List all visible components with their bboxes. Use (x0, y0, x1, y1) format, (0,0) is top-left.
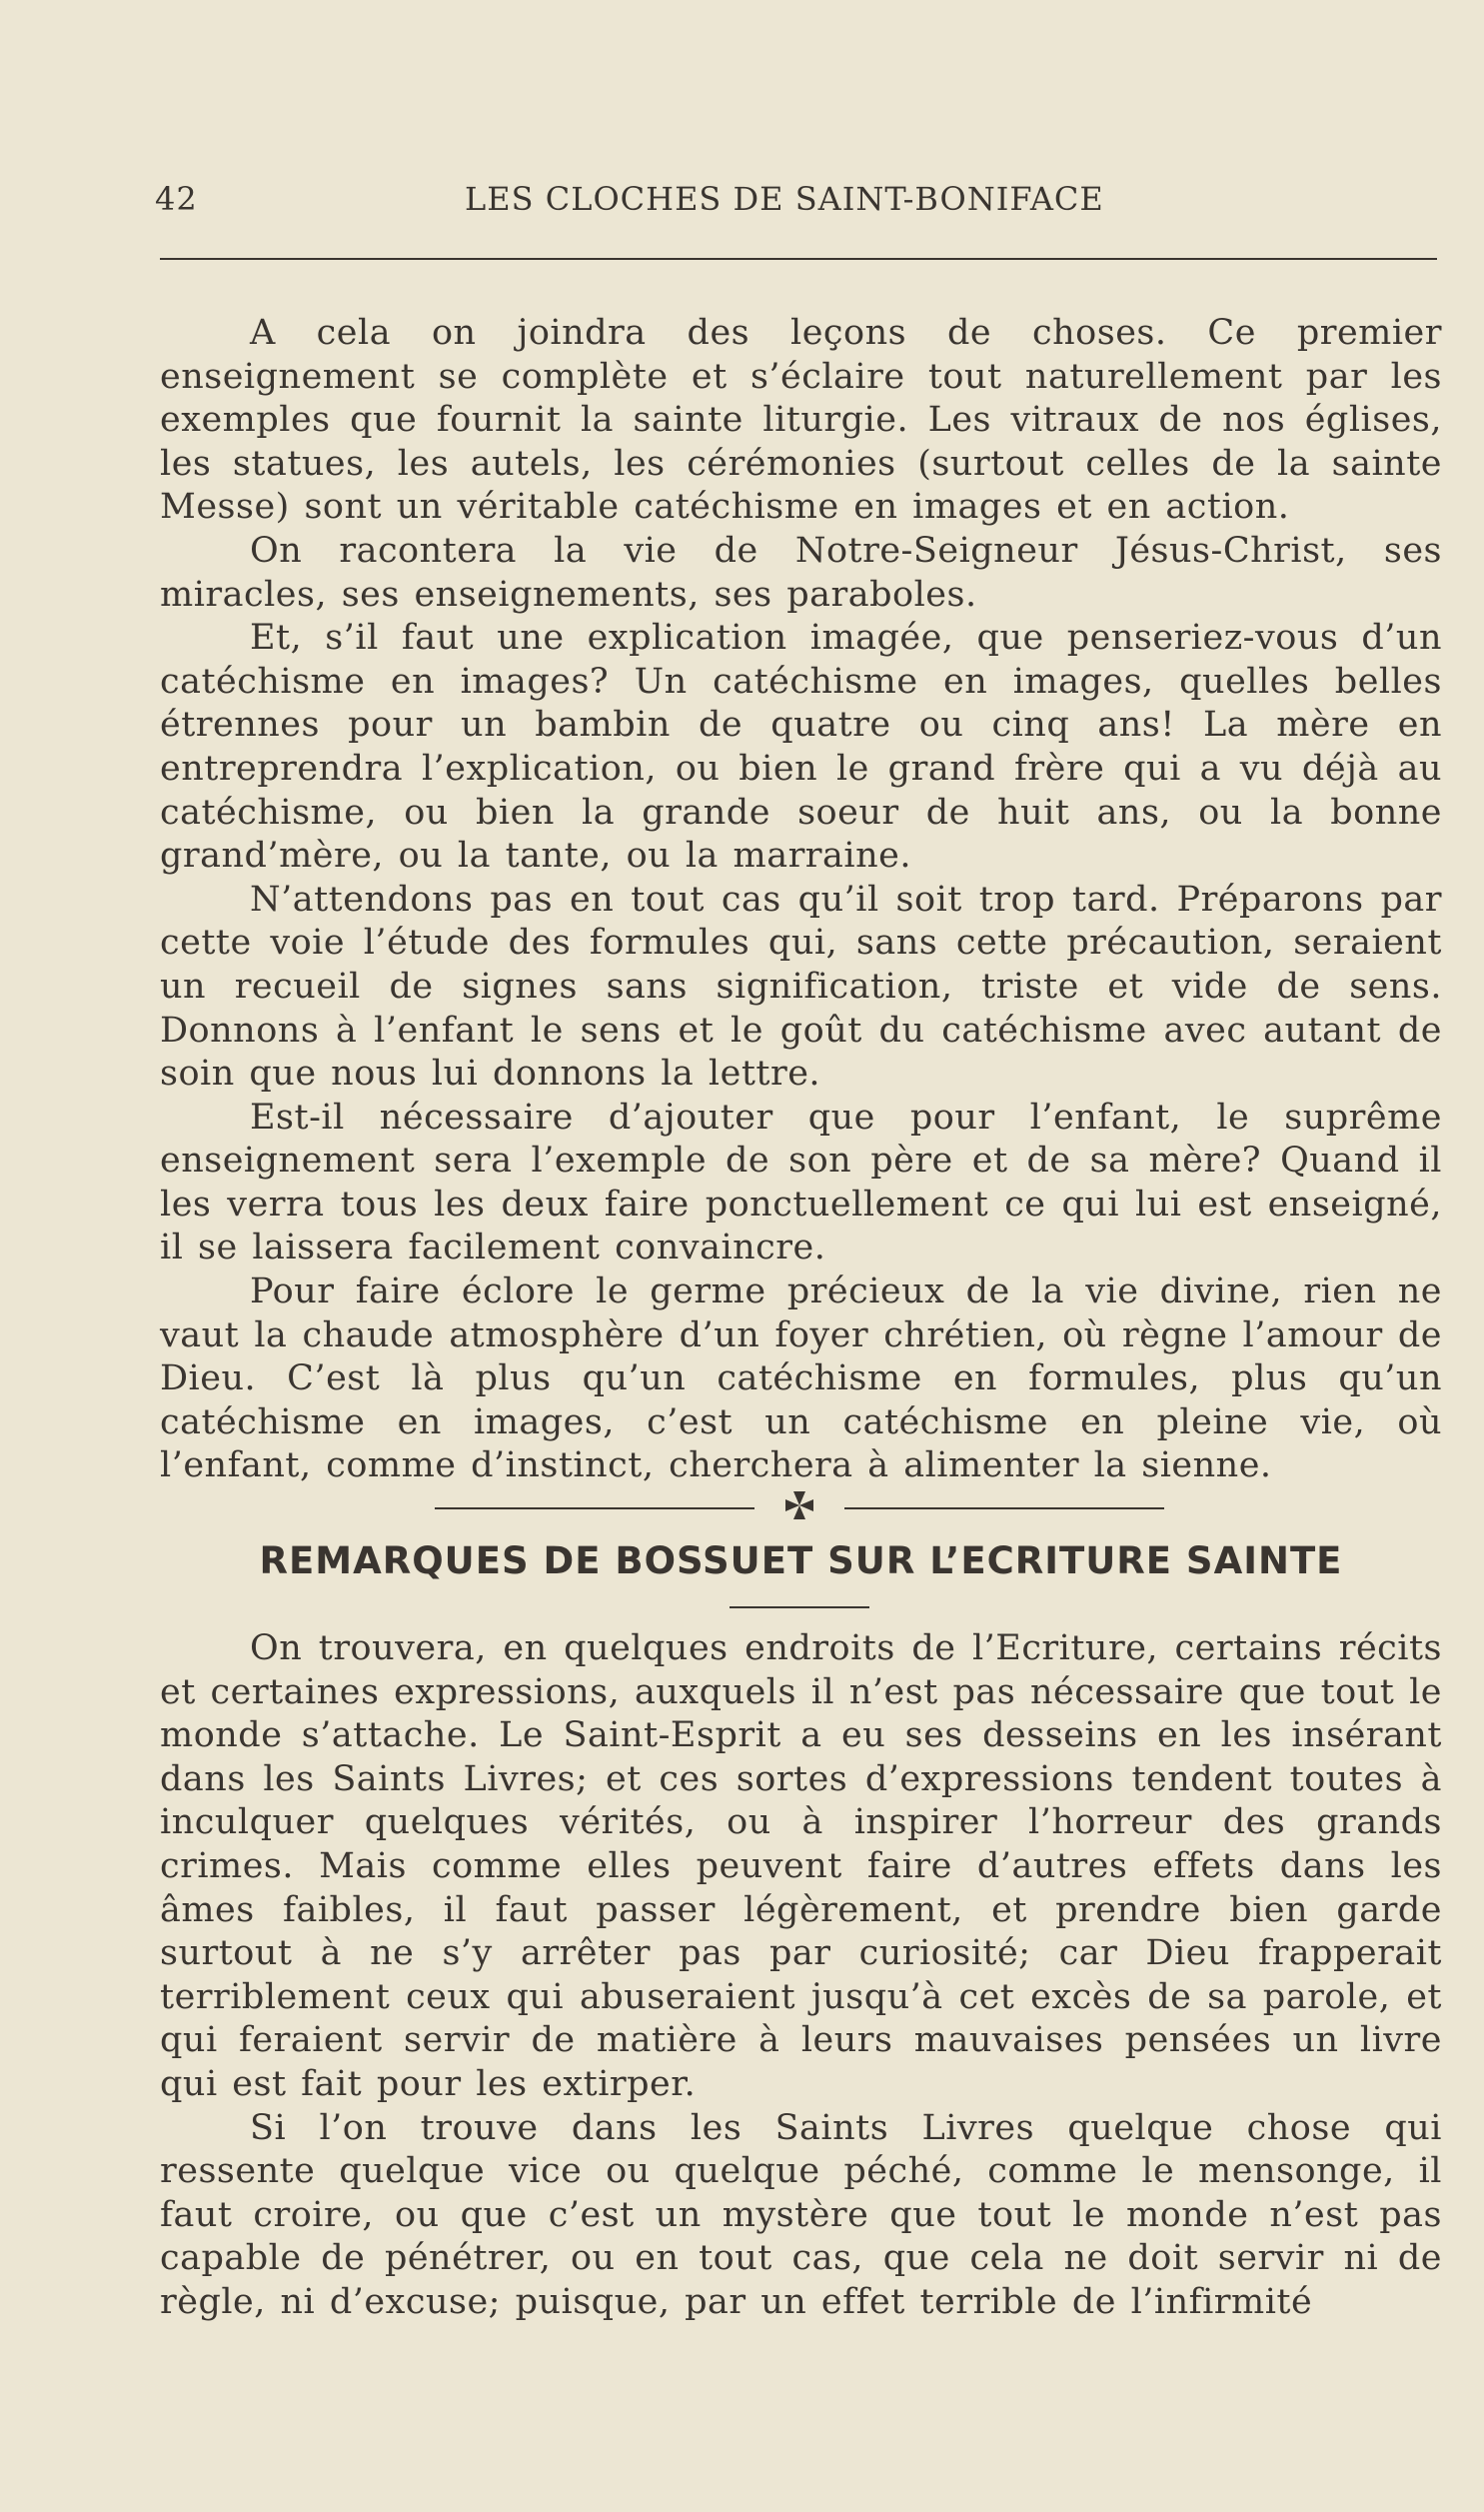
header-rule (160, 258, 1437, 260)
paragraph: N’attendons pas en tout cas qu’il soit trop tard. Préparons par cette voie l’étude des formules qui, sans cette précaution, seraient un recueil de signes sans signification, triste et vide de sens. Donnons à l’enfant le sens et le goût du catéchisme avec autant de soin que nous lui donnons la lettre. (160, 879, 1442, 1095)
section-bossuet (160, 1627, 1442, 2325)
section-separator (435, 1485, 1174, 1525)
maltese-cross-icon (779, 1485, 819, 1525)
paragraph: Et, s’il faut une explication imagée, que penseriez-vous d’un catéchisme en images? Un catéchisme en images, quelles belles étrennes pour un bambin de quatre ou cinq ans! La mère en entreprendra l’explication, ou bien le grand frère qui a vu déjà au catéchisme, ou bien la grande soeur de huit ans, ou la bonne grand’mère, ou la tante, ou la marraine. (160, 618, 1442, 877)
section-catechism (160, 312, 1442, 1488)
paragraph: On trouvera, en quelques endroits de l’Ecriture, certains récits et certaines expressions, auxquels il n’est pas nécessaire que tout le monde s’attache. Le Saint-Esprit a eu ses desseins en les insérant dans les Saints Livres; et ces sortes d’expressions tendent toutes à inculquer quelques vérités, ou à inspirer l’horreur des grands crimes. Mais comme elles peuvent faire d’autres effets dans les âmes faibles, il faut passer légèrement, et prendre bien garde surtout à ne s’y arrêter pas par curiosité; car Dieu frapperait terriblement ceux qui abuseraient jusqu’à cet excès de sa parole, et qui feraient servir de matière à leurs mauvaises pensées un livre qui est fait pour les extirper. (160, 1628, 1442, 2104)
section-heading: REMARQUES DE BOSSUET SUR L’ECRITURE SAINTE (259, 1539, 1343, 1582)
heading-rule (730, 1606, 869, 1608)
paragraph: Est-il nécessaire d’ajouter que pour l’enfant, le suprême enseignement sera l’exemple de son père et de sa mère? Quand il les verra tous les deux faire ponctuellement ce qui lui est enseigné, il se laissera facilement convaincre. (160, 1097, 1442, 1268)
paragraph: Pour faire éclore le germe précieux de la vie divine, rien ne vaut la chaude atmosphère d’un foyer chrétien, où règne l’amour de Dieu. C’est là plus qu’un catéchisme en formules, plus qu’un catéchisme en images, c’est un catéchisme en pleine vie, où l’enfant, comme d’instinct, cherchera à alimenter la sienne. (160, 1271, 1442, 1486)
paragraph: Si l’on trouve dans les Saints Livres quelque chose qui ressente quelque vice ou quelque péché, comme le mensonge, il faut croire, ou que c’est un mystère que tout le monde n’est pas capable de pénétrer, ou en tout cas, que cela ne doit servir ni de règle, ni d’excuse; puisque, par un effet terrible de l’infirmité (160, 2107, 1442, 2322)
page-number: 42 (155, 180, 198, 218)
paragraph: A cela on joindra des leçons de choses. Ce premier enseignement se complète et s’éclaire tout naturellement par les exemples que fournit la sainte liturgie. Les vitraux de nos églises, les statues, les autels, les cérémonies (surtout celles de la sainte Messe) sont un véritable catéchisme en images et en action. (160, 313, 1442, 528)
paragraph: On racontera la vie de Notre-Seigneur Jésus-Christ, ses miracles, ses enseignements, ses paraboles. (160, 530, 1442, 615)
running-title: LES CLOCHES DE SAINT-BONIFACE (465, 180, 1104, 218)
separator-line-right (844, 1507, 1164, 1509)
separator-line-left (435, 1507, 754, 1509)
running-head (155, 180, 1444, 230)
